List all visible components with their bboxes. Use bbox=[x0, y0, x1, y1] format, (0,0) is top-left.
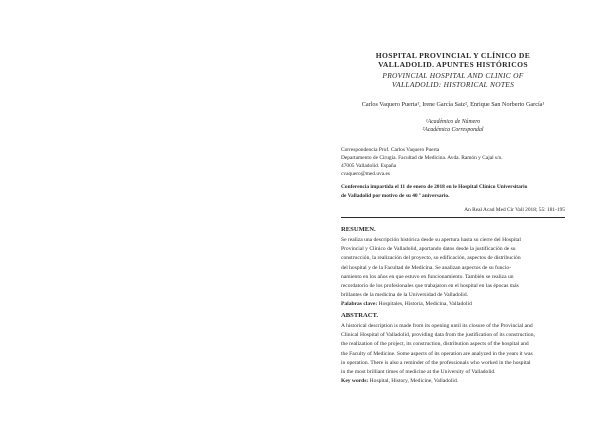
abstract-heading: ABSTRACT. bbox=[341, 312, 379, 319]
resumen-line: construcción, la realización del proyecto, su edificación, aspectos de distribución bbox=[341, 255, 521, 262]
journal-reference: An Real Acad Med Cir Vall 2018; 55: 181-195 bbox=[464, 207, 565, 213]
abstract-line: Clinical Hospital of Valladolid, providing data from the justification of its construction, bbox=[341, 332, 535, 339]
author-list: Carlos Vaquero Puerta¹, Irene García Saiz², Enrique San Norberto García¹ bbox=[361, 101, 545, 108]
article-title-spanish bbox=[341, 51, 565, 69]
abstract-line: A historical description is made from its opening until its closure of the Provincial and bbox=[341, 323, 533, 329]
resumen-line: namiento en los años en que estuvo en funcionamiento. También se realiza un bbox=[341, 273, 514, 280]
resumen-line: Se realiza una descripción histórica desde su apertura hasta su cierre del Hospital bbox=[341, 237, 521, 243]
title-en-line: VALLADOLID: HISTORICAL NOTES bbox=[391, 80, 515, 89]
conference-line: Conferencia impartida el 11 de enero de 2018 en le Hospital Clínico Universitario bbox=[341, 184, 528, 190]
title-es-line: VALLADOLID. APUNTES HISTÓRICOS bbox=[378, 60, 528, 69]
resumen-line: del hospital y de la Facultad de Medicina. Se analizan aspectos de su funcio- bbox=[341, 264, 512, 271]
correspondence-name: Correspondencia Prof. Carlos Vaquero Puerta bbox=[341, 147, 440, 153]
affiliations bbox=[341, 119, 565, 134]
title-en-line: PROVINCIAL HOSPITAL AND CLINIC OF bbox=[382, 71, 524, 80]
keywords-label: Palabras clave: bbox=[341, 301, 378, 308]
resumen-keywords bbox=[341, 300, 565, 309]
correspondence-email[interactable]: cvaquero@med.uva.es bbox=[341, 171, 390, 177]
abstract-line: in operation. There is also a reminder of the professionals who worked in the hospital bbox=[341, 359, 531, 366]
correspondence-block bbox=[341, 146, 565, 178]
conference-line: de Valladolid por motivo de su 40 º aniversario. bbox=[341, 192, 450, 199]
article-title-english bbox=[341, 71, 565, 89]
title-es-line: HOSPITAL PROVINCIAL Y CLÍNICO DE bbox=[375, 51, 531, 60]
abstract-line: the Faculty of Medicine. Some aspects of its operation are analyzed in the years it was bbox=[341, 350, 533, 357]
affiliation-line: ²Académica Correspondal bbox=[422, 126, 484, 133]
abstract-line: the realization of the project, its construction, distribution aspects of the hospital and bbox=[341, 341, 529, 348]
resumen-line: brillantes de la medicina de la Universidad de Valladolid. bbox=[341, 292, 468, 299]
abstract-body bbox=[341, 322, 565, 386]
resumen-line: Provincial y Clínico de Valladolid, aportando datos desde la justificación de su bbox=[341, 246, 516, 253]
correspondence-city: 47005 Valladolid. España bbox=[341, 163, 397, 169]
affiliation-line: ¹Académico de Número bbox=[425, 119, 481, 125]
abstract-keywords bbox=[341, 377, 565, 386]
correspondence-address: Departamento de Cirugía. Facultad de Medicina. Avda. Ramón y Cajal s/n. bbox=[341, 155, 503, 161]
resumen-body bbox=[341, 236, 565, 310]
abstract-line: in the most brilliant times of medicine at the University of Valladolid. bbox=[341, 369, 496, 376]
conference-note bbox=[341, 183, 565, 200]
resumen-heading: RESUMEN. bbox=[341, 226, 376, 233]
keywords-value: Hospitales, Historia, Medicina, Valladolid bbox=[377, 301, 472, 308]
resumen-line: recordatorio de los profesionales que trabajaron en el hospital en las épocas más bbox=[341, 283, 519, 290]
horizontal-rule bbox=[341, 217, 565, 218]
keywords-value: Hospital, History, Medicine, Valladolid. bbox=[368, 378, 459, 385]
keywords-label: Key words: bbox=[341, 378, 369, 385]
